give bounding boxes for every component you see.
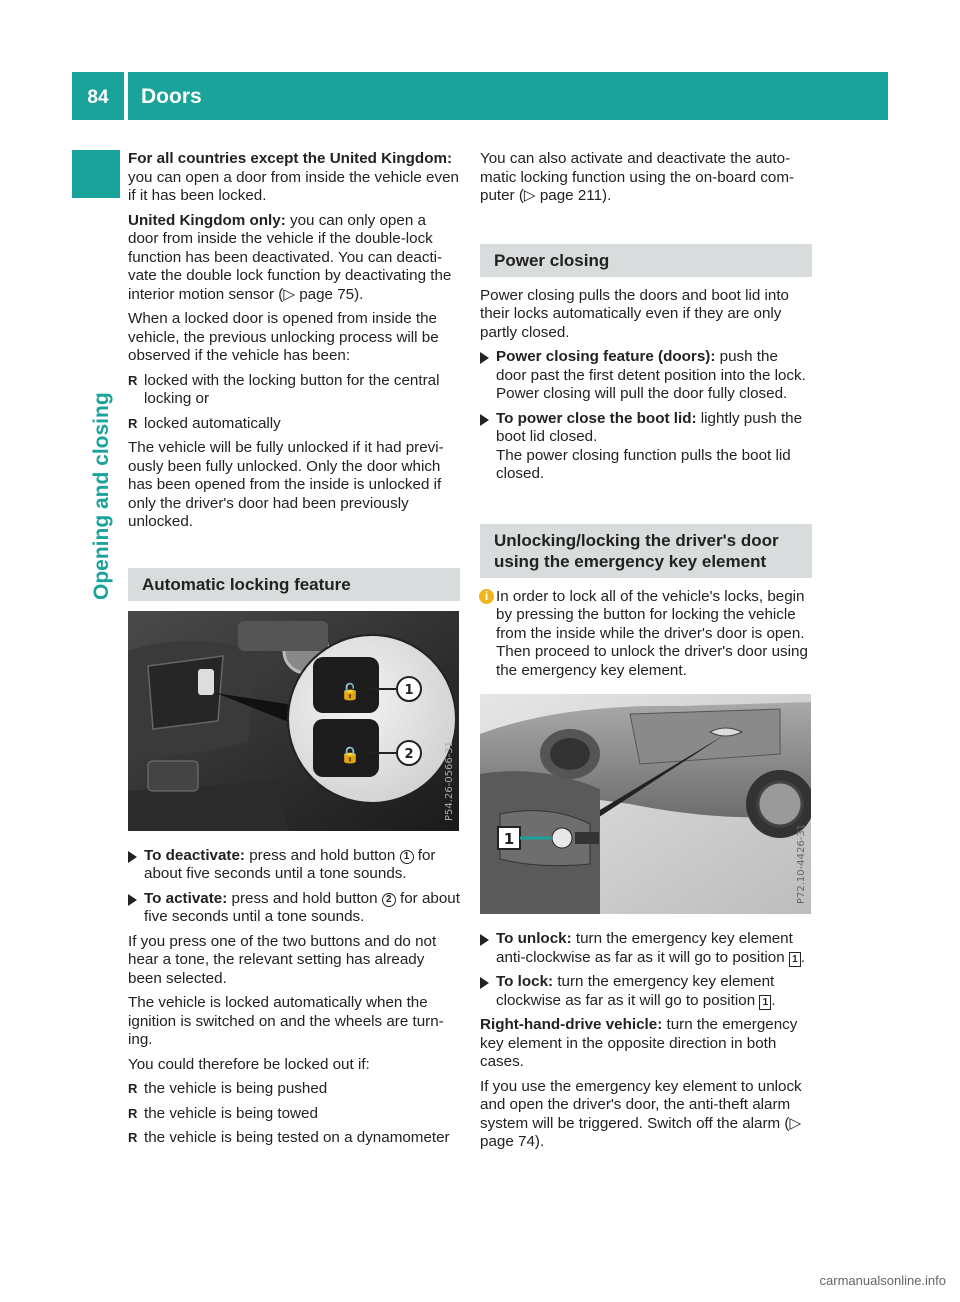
step-arrow-icon: [480, 352, 489, 364]
callout-1-label: 1: [404, 682, 414, 698]
step-power-closing-doors: Power closing feature (doors): push the door past the first detent position into the lock. Power closing will pull the door fully closed.: [480, 348, 812, 404]
paragraph-locked-out: You could therefore be locked out if:: [128, 1055, 370, 1073]
page-number: 84: [87, 87, 109, 108]
step-arrow-icon: [480, 934, 489, 946]
chapter-title: Doors: [141, 85, 202, 108]
figure-door-locking-buttons: [128, 611, 459, 831]
step-arrow-icon: [128, 851, 137, 863]
callout-number: 1: [400, 850, 414, 864]
side-tab-block: [72, 150, 120, 198]
info-icon: i: [479, 589, 494, 604]
list-item: R the vehicle is being tested on a dynamometer: [128, 1129, 460, 1148]
car-door-illustration: [480, 694, 811, 914]
paragraph-right-hand-drive: Right-hand-drive vehicle: turn the emergency key element in the opposite direction in both cases.: [480, 1016, 798, 1070]
page-ref-arrow-icon: ▷: [283, 285, 295, 303]
step-lock: To lock: turn the emergency key element clockwise as far as it will go to position 1 .: [480, 973, 812, 1010]
step-arrow-icon: [128, 894, 137, 906]
info-note: i In order to lock all of the vehicle's locks, begin by pressing the button for locking the vehicle from the inside while the driver's door is open. Then proceed to unlock the driver's door using the emergency key element.: [480, 588, 812, 681]
section-heading-automatic-locking: Automatic locking feature: [128, 568, 460, 601]
section-heading-emergency-key: Unlocking/locking the driver's door using the emergency key element: [480, 524, 812, 578]
page-ref-arrow-icon: ▷: [523, 187, 536, 204]
svg-text:🔓: 🔓: [340, 681, 360, 701]
step-unlock: To unlock: turn the emergency key element anti-clockwise as far as it will go to position 1 .: [480, 930, 812, 967]
paragraph-locked-automatically: The vehicle is locked automatically when the ignition is switched on and the wheels are turn-ing.: [128, 994, 444, 1048]
page-ref-arrow-icon: ▷: [789, 1114, 802, 1132]
section-heading-power-closing: Power closing: [480, 244, 812, 277]
figure-emergency-key: [480, 694, 811, 914]
paragraph-power-closing: Power closing pulls the doors and boot lid into their locks automatically even if they are only partly closed.: [480, 286, 790, 341]
callout-2-label: 2: [404, 746, 414, 762]
step-arrow-icon: [480, 977, 489, 989]
position-number: 1: [759, 995, 771, 1010]
side-section-text: Opening and closing: [90, 392, 113, 600]
page-ref-link[interactable]: page 211).: [535, 187, 612, 204]
page-ref-link[interactable]: page 75).: [295, 285, 364, 303]
step-deactivate: To deactivate: press and hold button 1 for about five seconds until a tone sounds.: [128, 847, 460, 884]
step-arrow-icon: [480, 414, 489, 426]
watermark: carmanualsonline.info: [819, 1273, 946, 1288]
figure-label-1: 1: [503, 830, 515, 848]
paragraph-uk-only: United Kingdom only: you can only open a door from inside the vehicle if the double-lock function has been deactivated. You can deacti-vate the double lock function by deactivating the interior motion sensor (▷ page 75).: [128, 211, 452, 303]
step-activate: To activate: press and hold button 2 for about five seconds until a tone sounds.: [128, 890, 460, 927]
side-section-label: [72, 210, 120, 610]
paragraph-locked-door: When a locked door is opened from inside the vehicle, the previous unlocking process will be observed if the vehicle has been:: [128, 310, 439, 364]
callout-number: 2: [382, 893, 396, 907]
list-item: R the vehicle is being towed: [128, 1105, 460, 1124]
figure-code: P72.10-4426-31: [796, 823, 807, 904]
list-item: R the vehicle is being pushed: [128, 1080, 460, 1099]
page-ref-link[interactable]: page 74).: [480, 1133, 545, 1150]
right-column: [480, 150, 812, 1158]
list-item: R locked automatically: [128, 415, 460, 434]
left-column: [128, 150, 460, 1154]
step-power-close-boot: To power close the boot lid: lightly push the boot lid closed. The power closing function pulls the boot lid closed.: [480, 410, 812, 484]
list-item: R locked with the locking button for the central locking or: [128, 372, 460, 409]
header-separator: [124, 72, 128, 120]
position-number: 1: [789, 952, 801, 967]
paragraph-all-countries: For all countries except the United Kingdom: you can open a door from inside the vehicle even if it has been locked.: [128, 150, 459, 204]
paragraph-fully-unlocked: The vehicle will be fully unlocked if it had previ-ously been fully unlocked. Only the door which has been opened from the inside is unlocked if only the driver's door had been previously unlocked.: [128, 439, 444, 530]
paragraph-onboard-computer: You can also activate and deactivate the auto-matic locking function using the on-board com-puter (▷ page 211).: [480, 150, 795, 204]
svg-text:🔒: 🔒: [340, 744, 360, 764]
figure-code: P54.26-0566-31: [444, 740, 455, 821]
paragraph-anti-theft: If you use the emergency key element to unlock and open the driver's door, the anti-theft alarm system will be triggered. Switch off the alarm (▷ page 74).: [480, 1077, 802, 1150]
door-panel-illustration: [128, 611, 459, 831]
paragraph-no-tone: If you press one of the two buttons and do not hear a tone, the relevant setting has already been selected.: [128, 932, 437, 987]
